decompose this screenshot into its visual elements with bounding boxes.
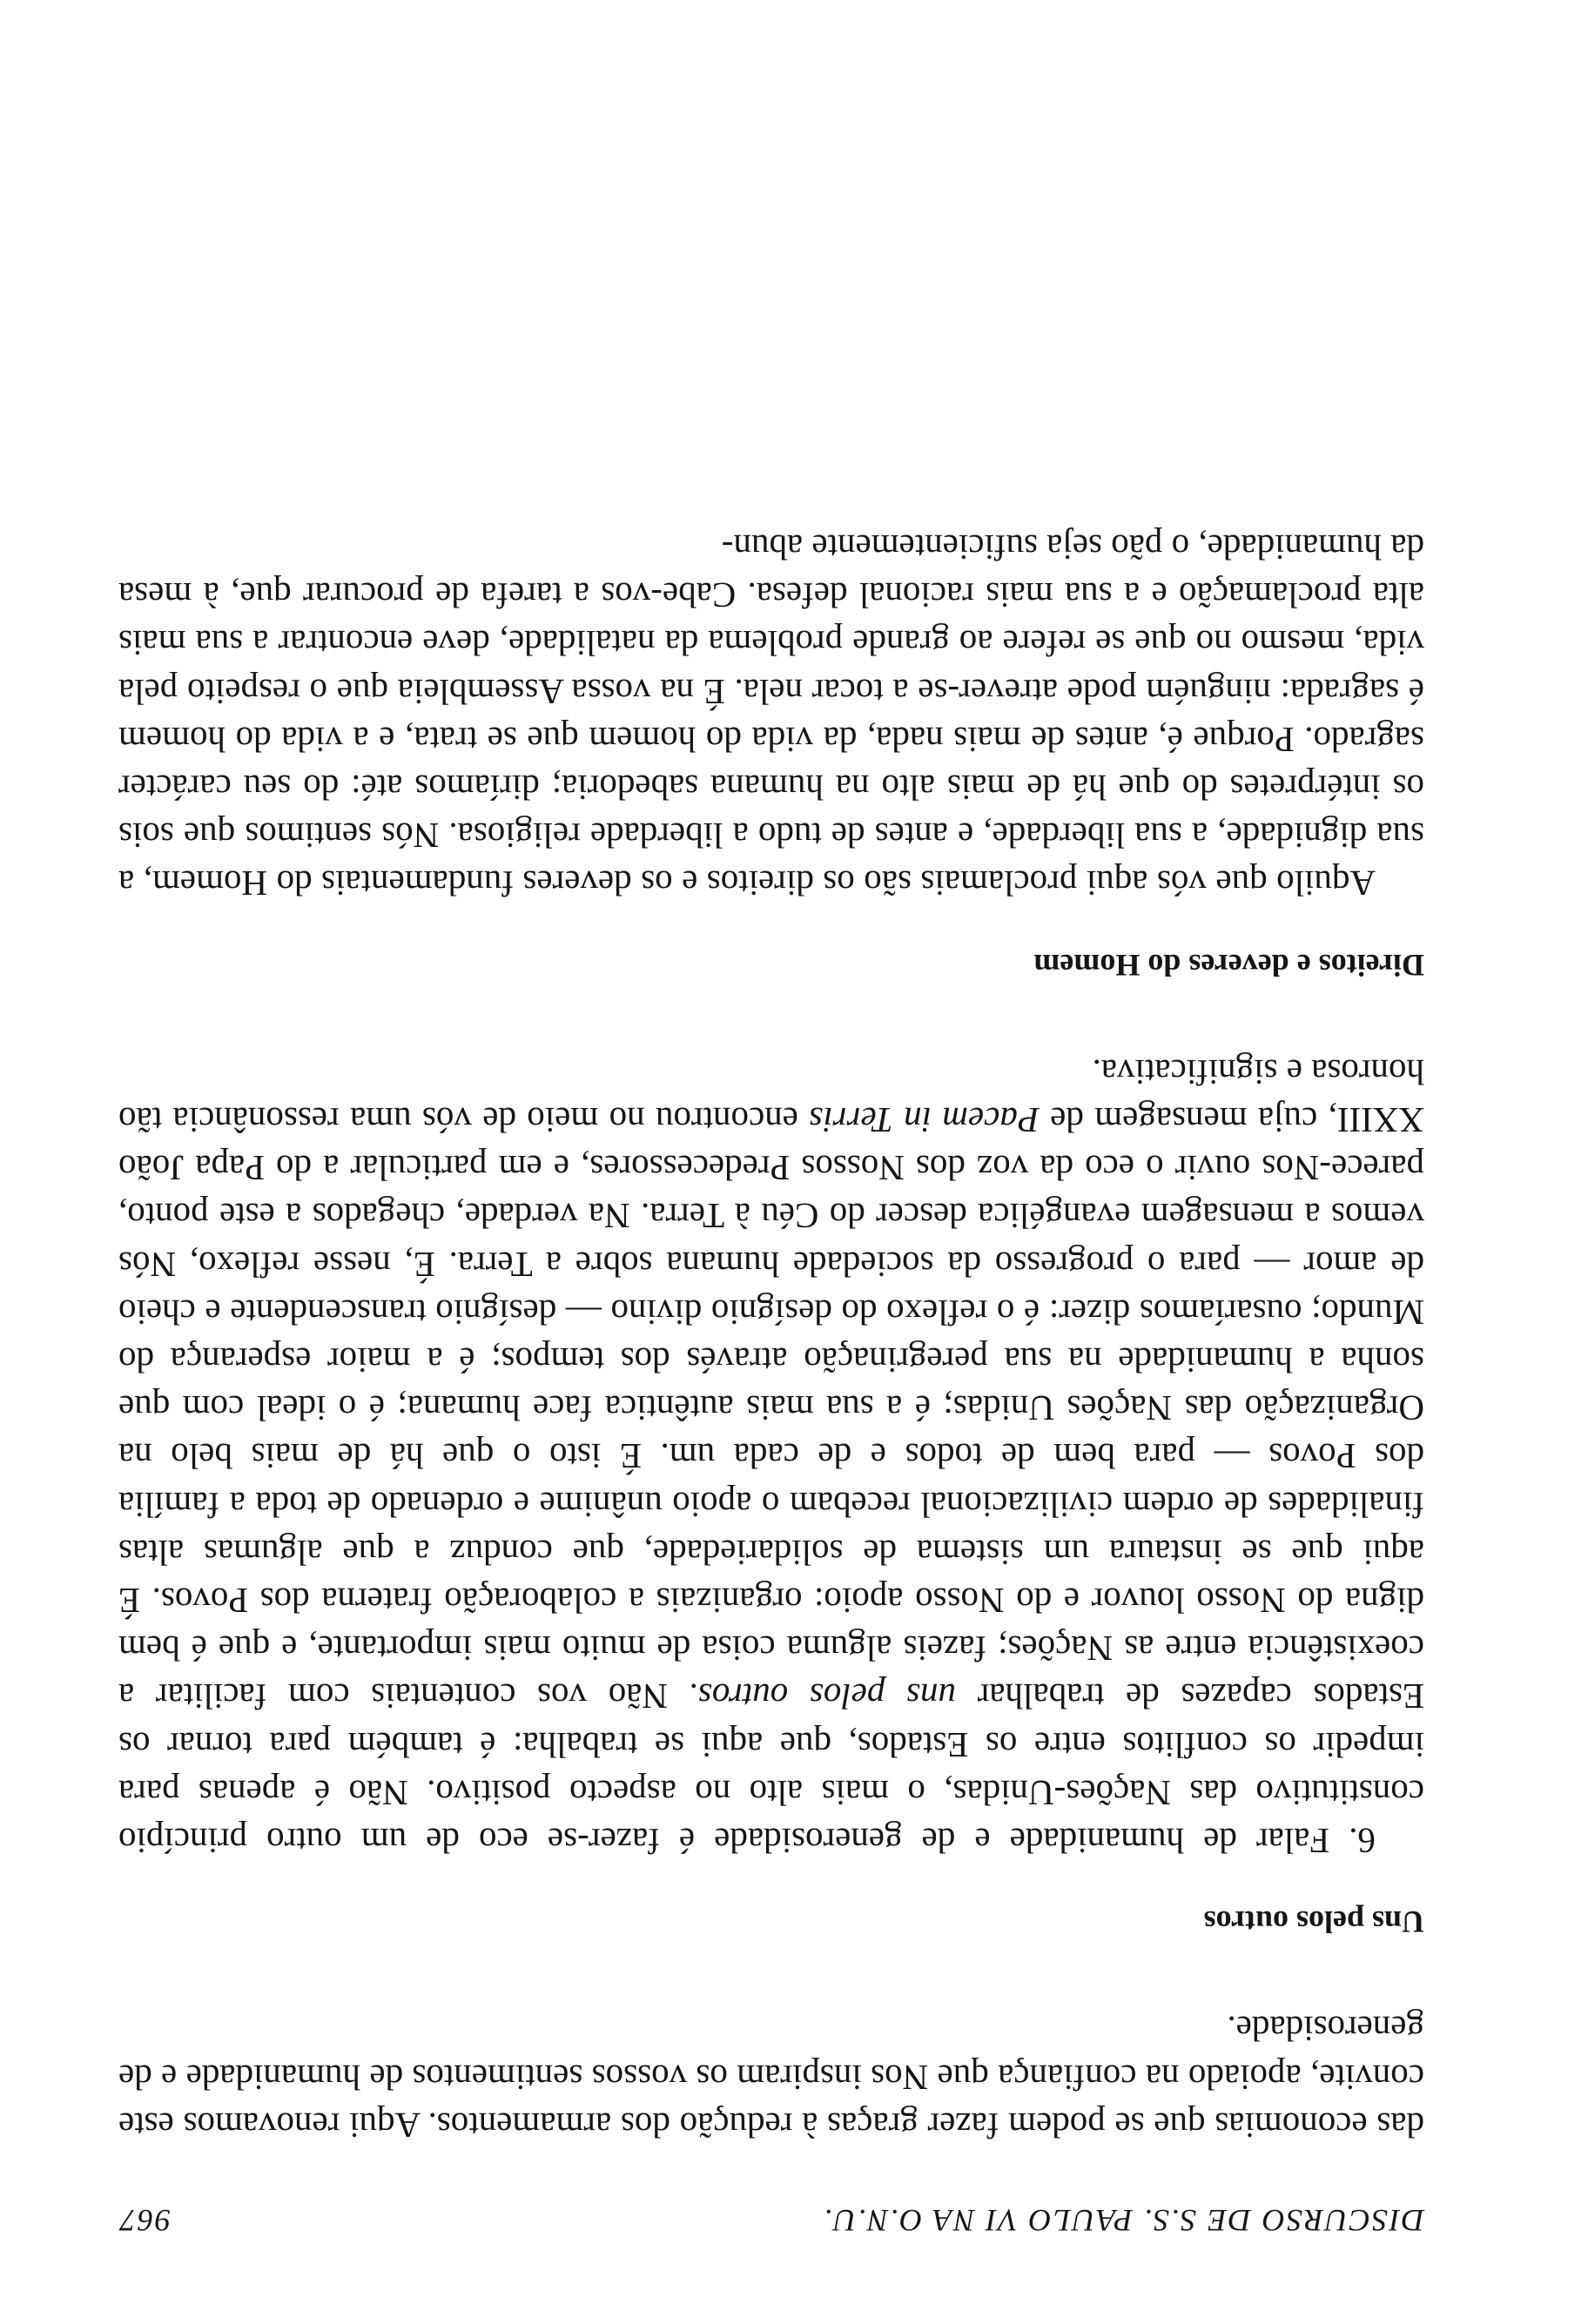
paragraph-rights: Aquilo que vós aqui proclamais são os direitos e os deveres fundamentais do Homem, a sua dignidade, a sua liberdade, e antes de tudo a liberdade religiosa. Nós sentimos que sois os intérpretes do que há de mais alto na humana sabedoria; diríamos até: do seu carácter sagrado. Porque é, antes de mais nada, da vida do homem que se trata, e a vida do homem é sagrada: ninguém pode atrever-se a tocar nela. É na vossa Assembleia que o respeito pela vida, mesmo no que se refere ao grande problema da natalidade, deve encontrar a sua mais alta proclamação e a sua mais racional defesa. Cabe-vos a tarefa de procurar que, à mesa da humanidade, o pão seja suficientemente abun- xyxy=(118,527,1424,904)
paragraph-6-italic-2: Pacem in Terris xyxy=(809,1099,1040,1140)
paragraph-6-text-1: 6. Falar de humanidade e de generosidade é fazer-se eco de um outro princípio constitutivo das Nações-Unidas, o mais alto no aspecto positivo. Não é apenas para impedir os conflitos entre os Estados, que aqui se trabalha: é também para tornar os Estados capazes de trabalhar xyxy=(118,1676,1424,1861)
paragraph-6-text-2: . Não vos contentais com facilitar a coexistência entre as Nações; fazeis alguma coisa de muito mais importante, e que é bem digna do Nosso louvor e do Nosso apoio: organizais a colaboração fraterna dos Povos. É aqui que se instaura um sistema de solidariedade, que conduz a que algumas altas finalidades de ordem civilizacional recebam o apoio unânime e ordenado de toda a família dos Povos — para bem de todos e de cada um. É isto o que há de mais belo na Organização das Nações Unidas; é a sua mais autêntica face humana; é o ideal com que sonha a humanidade na sua peregrinação através dos tempos; é a maior esperança do Mundo; ousaríamos dizer: é o reflexo do desígnio divino — desígnio transcendente e cheio de amor — para o progresso da sociedade humana sobre a Terra. É, nesse reflexo, Nós vemos a mensagem evangélica descer do Céu à Terra. Na verdade, chegados a este ponto, parece-Nos ouvir o eco da voz dos Nossos Predecessores, e em particular a do Papa João XXIII, cuja mensagem de xyxy=(118,1099,1424,1717)
running-head xyxy=(118,2196,1424,2244)
paragraph-intro: das economias que se podem fazer graças à redução dos armamentos. Aqui renovamos este convite, apoiado na confiança que Nos inspiram os vossos sentimentos de humanidade e de generosidade. xyxy=(118,2009,1424,2146)
section-heading-uns-pelos-outros: Uns pelos outros xyxy=(1203,1904,1424,1940)
section-heading-direitos-deveres: Direitos e deveres do Homem xyxy=(1033,947,1424,983)
paragraph-6 xyxy=(118,1048,1424,1864)
paragraph-6-text-3: encontrou no meio de vós uma ressonância tão honrosa e significativa. xyxy=(118,1051,1424,1140)
page-content xyxy=(118,523,1424,2244)
page-number: 967 xyxy=(118,2203,171,2238)
running-head-title: DISCURSO DE S.S. PAULO VI NA O.N.U. xyxy=(822,2203,1424,2238)
paragraph-6-italic-1: uns pelos outros xyxy=(697,1676,957,1717)
